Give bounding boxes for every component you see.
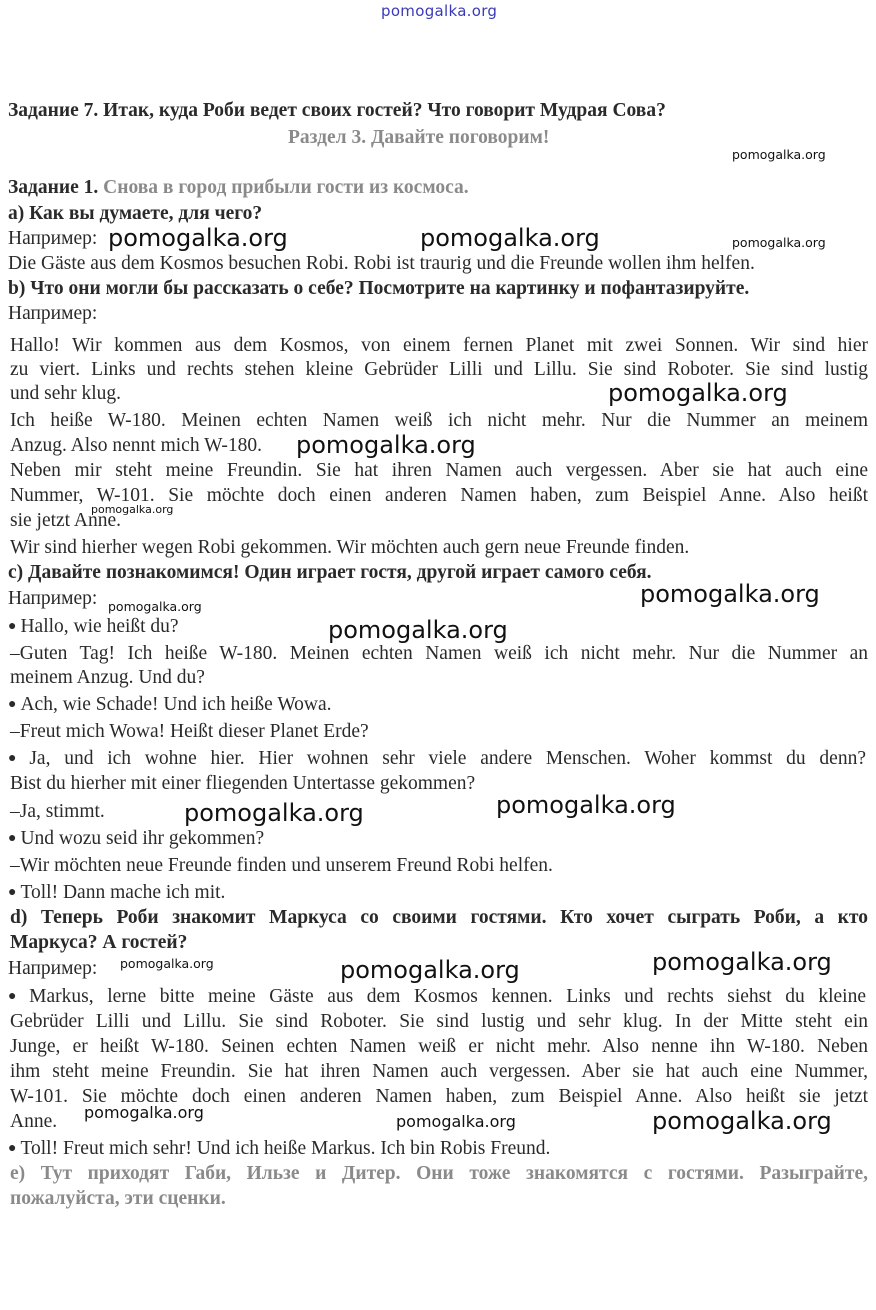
text-line: ● Markus, lerne bitte meine Gäste aus dem Kosmos kennen. Links und rechts siehst du kleine [8,986,866,1007]
question-e-line1: e) Тут приходят Габи, Ильзе и Дитер. Они тоже знакомятся с гостями. Разыграйте, [10,1163,868,1184]
dialogue-line: ● Ja, und ich wohne hier. Hier wohnen sehr viele andere Menschen. Woher kommst du denn? [8,748,866,769]
watermark: pomogalka.org [120,956,214,971]
text-line: Wir sind hierher wegen Robi gekommen. Wir möchten auch gern neue Freunde finden. [10,537,690,558]
question-e-line2: пожалуйста, эти сценки. [10,1188,226,1209]
watermark: pomogalka.org [732,147,826,162]
watermark: pomogalka.org [640,580,820,608]
example-label-b: Например: [8,303,98,324]
task1-title: Снова в город прибыли гости из космоса. [103,177,469,198]
watermark: pomogalka.org [328,616,508,644]
watermark: pomogalka.org [608,379,788,407]
task1-label: Задание 1. [8,177,99,198]
watermark: pomogalka.org [340,956,520,984]
bullet-icon: ● [8,1141,17,1156]
dialogue-line: ● Hallo, wie heißt du? [8,616,179,637]
question-d-line1: d) Теперь Роби знакомит Маркуса со своими гостями. Кто хочет сыграть Роби, а кто [10,907,868,928]
dialogue-line: –Ja, stimmt. [10,801,105,822]
watermark: pomogalka.org [420,224,600,252]
watermark: pomogalka.org [396,1112,516,1131]
dialogue-line: ● Und wozu seid ihr gekommen? [8,828,265,849]
question-b: b) Что они могли бы рассказать о себе? Посмотрите на картинку и пофантазируйте. [8,278,750,299]
question-d-line2: Маркуса? А гостей? [10,932,188,953]
bullet-icon: ● [8,751,26,766]
text-line: Anne. [10,1111,58,1132]
text-line: Neben mir steht meine Freundin. Sie hat ihren Namen auch vergessen. Aber sie hat auch eine [10,460,868,481]
question-c: c) Давайте познакомимся! Один играет гостя, другой играет самого себя. [8,562,652,583]
text-line: Hallo! Wir kommen aus dem Kosmos, von einem fernen Planet mit zwei Sonnen. Wir sind hier [10,335,868,356]
bullet-icon: ● [8,989,26,1004]
question-a: a) Как вы думаете, для чего? [8,203,263,224]
bullet-icon: ● [8,885,17,900]
text-line: sie jetzt Anne. [10,510,122,531]
text-line: Gebrüder Lilli und Lillu. Sie sind Roboter. Sie sind lustig und sehr klug. In der Mitte steht ein [10,1011,868,1032]
watermark: pomogalka.org [91,503,174,516]
watermark: pomogalka.org [184,799,364,827]
text-line: Anzug. Also nennt mich W-180. [10,435,263,456]
text-line: Junge, er heißt W-180. Seinen echten Namen weiß er nicht mehr. Also nenne ihn W-180. Neben [10,1036,868,1057]
answer-a: Die Gäste aus dem Kosmos besuchen Robi. Robi ist traurig und die Freunde wollen ihm helfen. [8,253,755,274]
section-title: Раздел 3. Давайте поговорим! [288,127,550,148]
example-label-d: Например: [8,958,98,979]
bullet-icon: ● [8,697,17,712]
dialogue-line: –Guten Tag! Ich heiße W-180. Meinen echten Namen weiß ich nicht mehr. Nur die Nummer an [10,643,868,664]
dialogue-line: ● Toll! Dann mache ich mit. [8,882,226,903]
watermark: pomogalka.org [732,235,826,250]
watermark: pomogalka.org [296,431,476,459]
dialogue-line: ● Ach, wie Schade! Und ich heiße Wowa. [8,694,332,715]
task1-heading [8,176,469,200]
watermark: pomogalka.org [496,791,676,819]
dialogue-line: meinem Anzug. Und du? [10,667,205,688]
watermark: pomogalka.org [84,1103,204,1122]
text-line: W-101. Sie möchte doch einen anderen Namen haben, zum Beispiel Anne. Also heißt sie jetzt [10,1086,868,1107]
watermark: pomogalka.org [108,599,202,614]
text-line: ● Toll! Freut mich sehr! Und ich heiße Markus. Ich bin Robis Freund. [8,1138,551,1159]
dialogue-line: –Wir möchten neue Freunde finden und unserem Freund Robi helfen. [10,855,553,876]
task7-heading: Задание 7. Итак, куда Роби ведет своих гостей? Что говорит Мудрая Сова? [8,100,666,121]
example-label-a: Например: [8,228,98,249]
bullet-icon: ● [8,619,17,634]
watermark: pomogalka.org [652,1107,832,1135]
example-label-c: Например: [8,588,98,609]
dialogue-line: –Freut mich Wowa! Heißt dieser Planet Erde? [10,721,369,742]
text-line: Ich heiße W-180. Meinen echten Namen weiß ich nicht mehr. Nur die Nummer an meinem [10,410,868,431]
text-line: zu viert. Links und rechts stehen kleine Gebrüder Lilli und Lillu. Sie sind Roboter. Sie sind lustig [10,359,868,380]
text-line: ihm steht meine Freundin. Sie hat ihren Namen auch vergessen. Aber sie hat auch eine Nummer, [10,1061,868,1082]
watermark: pomogalka.org [652,948,832,976]
bullet-icon: ● [8,831,17,846]
text-line: Nummer, W-101. Sie möchte doch einen anderen Namen haben, zum Beispiel Anne. Also heißt [10,485,868,506]
watermark: pomogalka.org [108,224,288,252]
site-watermark-header: pomogalka.org [381,2,498,20]
text-line: und sehr klug. [10,383,122,404]
dialogue-line: Bist du hierher mit einer fliegenden Untertasse gekommen? [10,773,476,794]
